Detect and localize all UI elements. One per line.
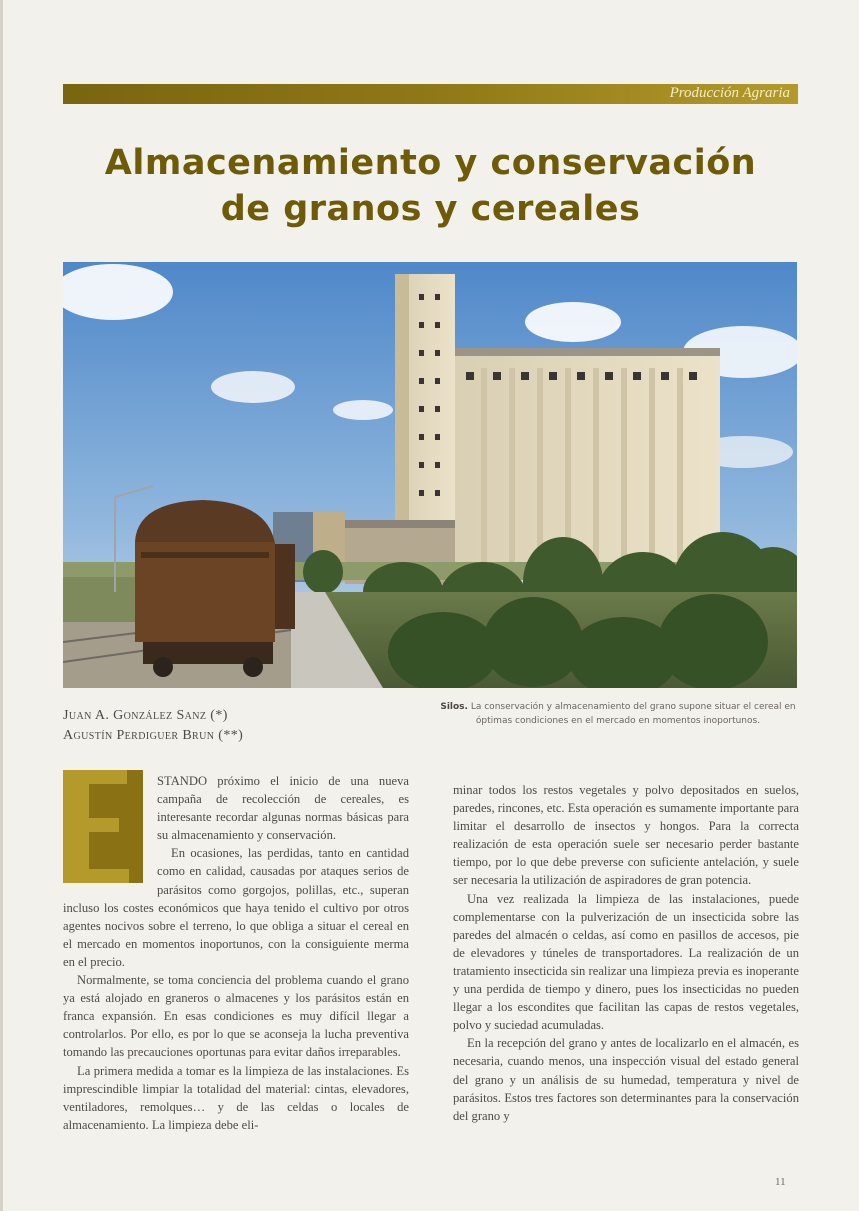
author-1: Juan A. González Sanz (*) — [63, 708, 228, 723]
silo-photo — [63, 262, 797, 688]
paragraph: En la recepción del grano y antes de localizarlo en el almacén, es necesaria, cuando menos, una inspección visual del estado general del grano y un análisis de su humedad, temperatura y nivel de parásitos. Estos tres factores son determinantes para la conservación del grano y — [453, 1036, 799, 1123]
paragraph: La primera medida a tomar es la limpieza de las instalaciones. Es imprescindible limpiar la totalidad del material: cintas, elevadores, ventiladores, remolques… y de las celdas o locales de almacenamiento. La limpieza debe eli- — [63, 1063, 409, 1132]
caption-label: Silos. — [440, 702, 468, 712]
paragraph: STANDO próximo el inicio de una nueva campaña de recolección de cereales, es interesante recordar algunas normas básicas para su almacenamiento y conservación. — [157, 774, 409, 843]
caption-text: La conservación y almacenamiento del grano supone situar el cereal en óptimas condiciones en el mercado en momentos inoportunos. — [470, 702, 796, 726]
author-2: Agustín Perdiguer Brun (**) — [63, 728, 244, 743]
section-label: Producción Agraria — [669, 85, 790, 101]
article-title — [63, 140, 798, 232]
dropcap — [63, 770, 143, 883]
paragraph: Una vez realizada la limpieza de las instalaciones, puede complementarse con la pulverización de un insecticida sobre las paredes del almacén o celdas, así como en pasillos de accesos, pie de elevadores y túneles de transportadores. La realización de un tratamiento insecticida sin realizar una limpieza previa es inoperante y una perdida de tiempo y dinero, pues los insecticidas no pueden llegar a los escondites que facilitan las capas de restos vegetales, polvo y suciedad acumuladas. — [453, 891, 799, 1033]
authors — [63, 706, 243, 746]
title-line-1: Almacenamiento y conservación — [104, 143, 757, 183]
body-column-1 — [63, 772, 409, 1134]
title-line-2: de granos y cereales — [220, 189, 641, 229]
photo-caption — [440, 700, 796, 728]
section-header-bar — [63, 84, 798, 104]
body-column-2 — [453, 781, 799, 1125]
paragraph: En ocasiones, las perdidas, tanto en cantidad como en calidad, causadas por ataques serios de parásitos como gorgojos, polillas, etc., superan incluso los costes económicos que haya tenido el cultivo por otros agentes nocivos sobre el terreno, lo que obliga a situar el cereal en el mercado en momentos inoportunos, con la consiguiente merma en el precio. — [63, 846, 409, 969]
paragraph: Normalmente, se toma conciencia del problema cuando el grano ya está alojado en graneros o almacenes y los parásitos están en franca expansión. En esas condiciones es muy difícil llegar a controlarlos. Por ello, es por lo que se aconseja la lucha preventiva tomando las precauciones oportunas para evitar daños irreparables. — [63, 973, 409, 1060]
page-number: 11 — [775, 1176, 786, 1188]
paragraph: minar todos los restos vegetales y polvo depositados en suelos, paredes, rincones, etc. Esta operación es sumamente importante para limitar el desarrollo de insectos y hongos. Para la correcta realización de esta operación suele ser necesario perder bastante tiempo, por lo que debe preverse con suficiente antelación, y suele ser necesaria la utilización de aspiradores de gran potencia. — [453, 783, 799, 888]
page-edge — [0, 0, 3, 1211]
